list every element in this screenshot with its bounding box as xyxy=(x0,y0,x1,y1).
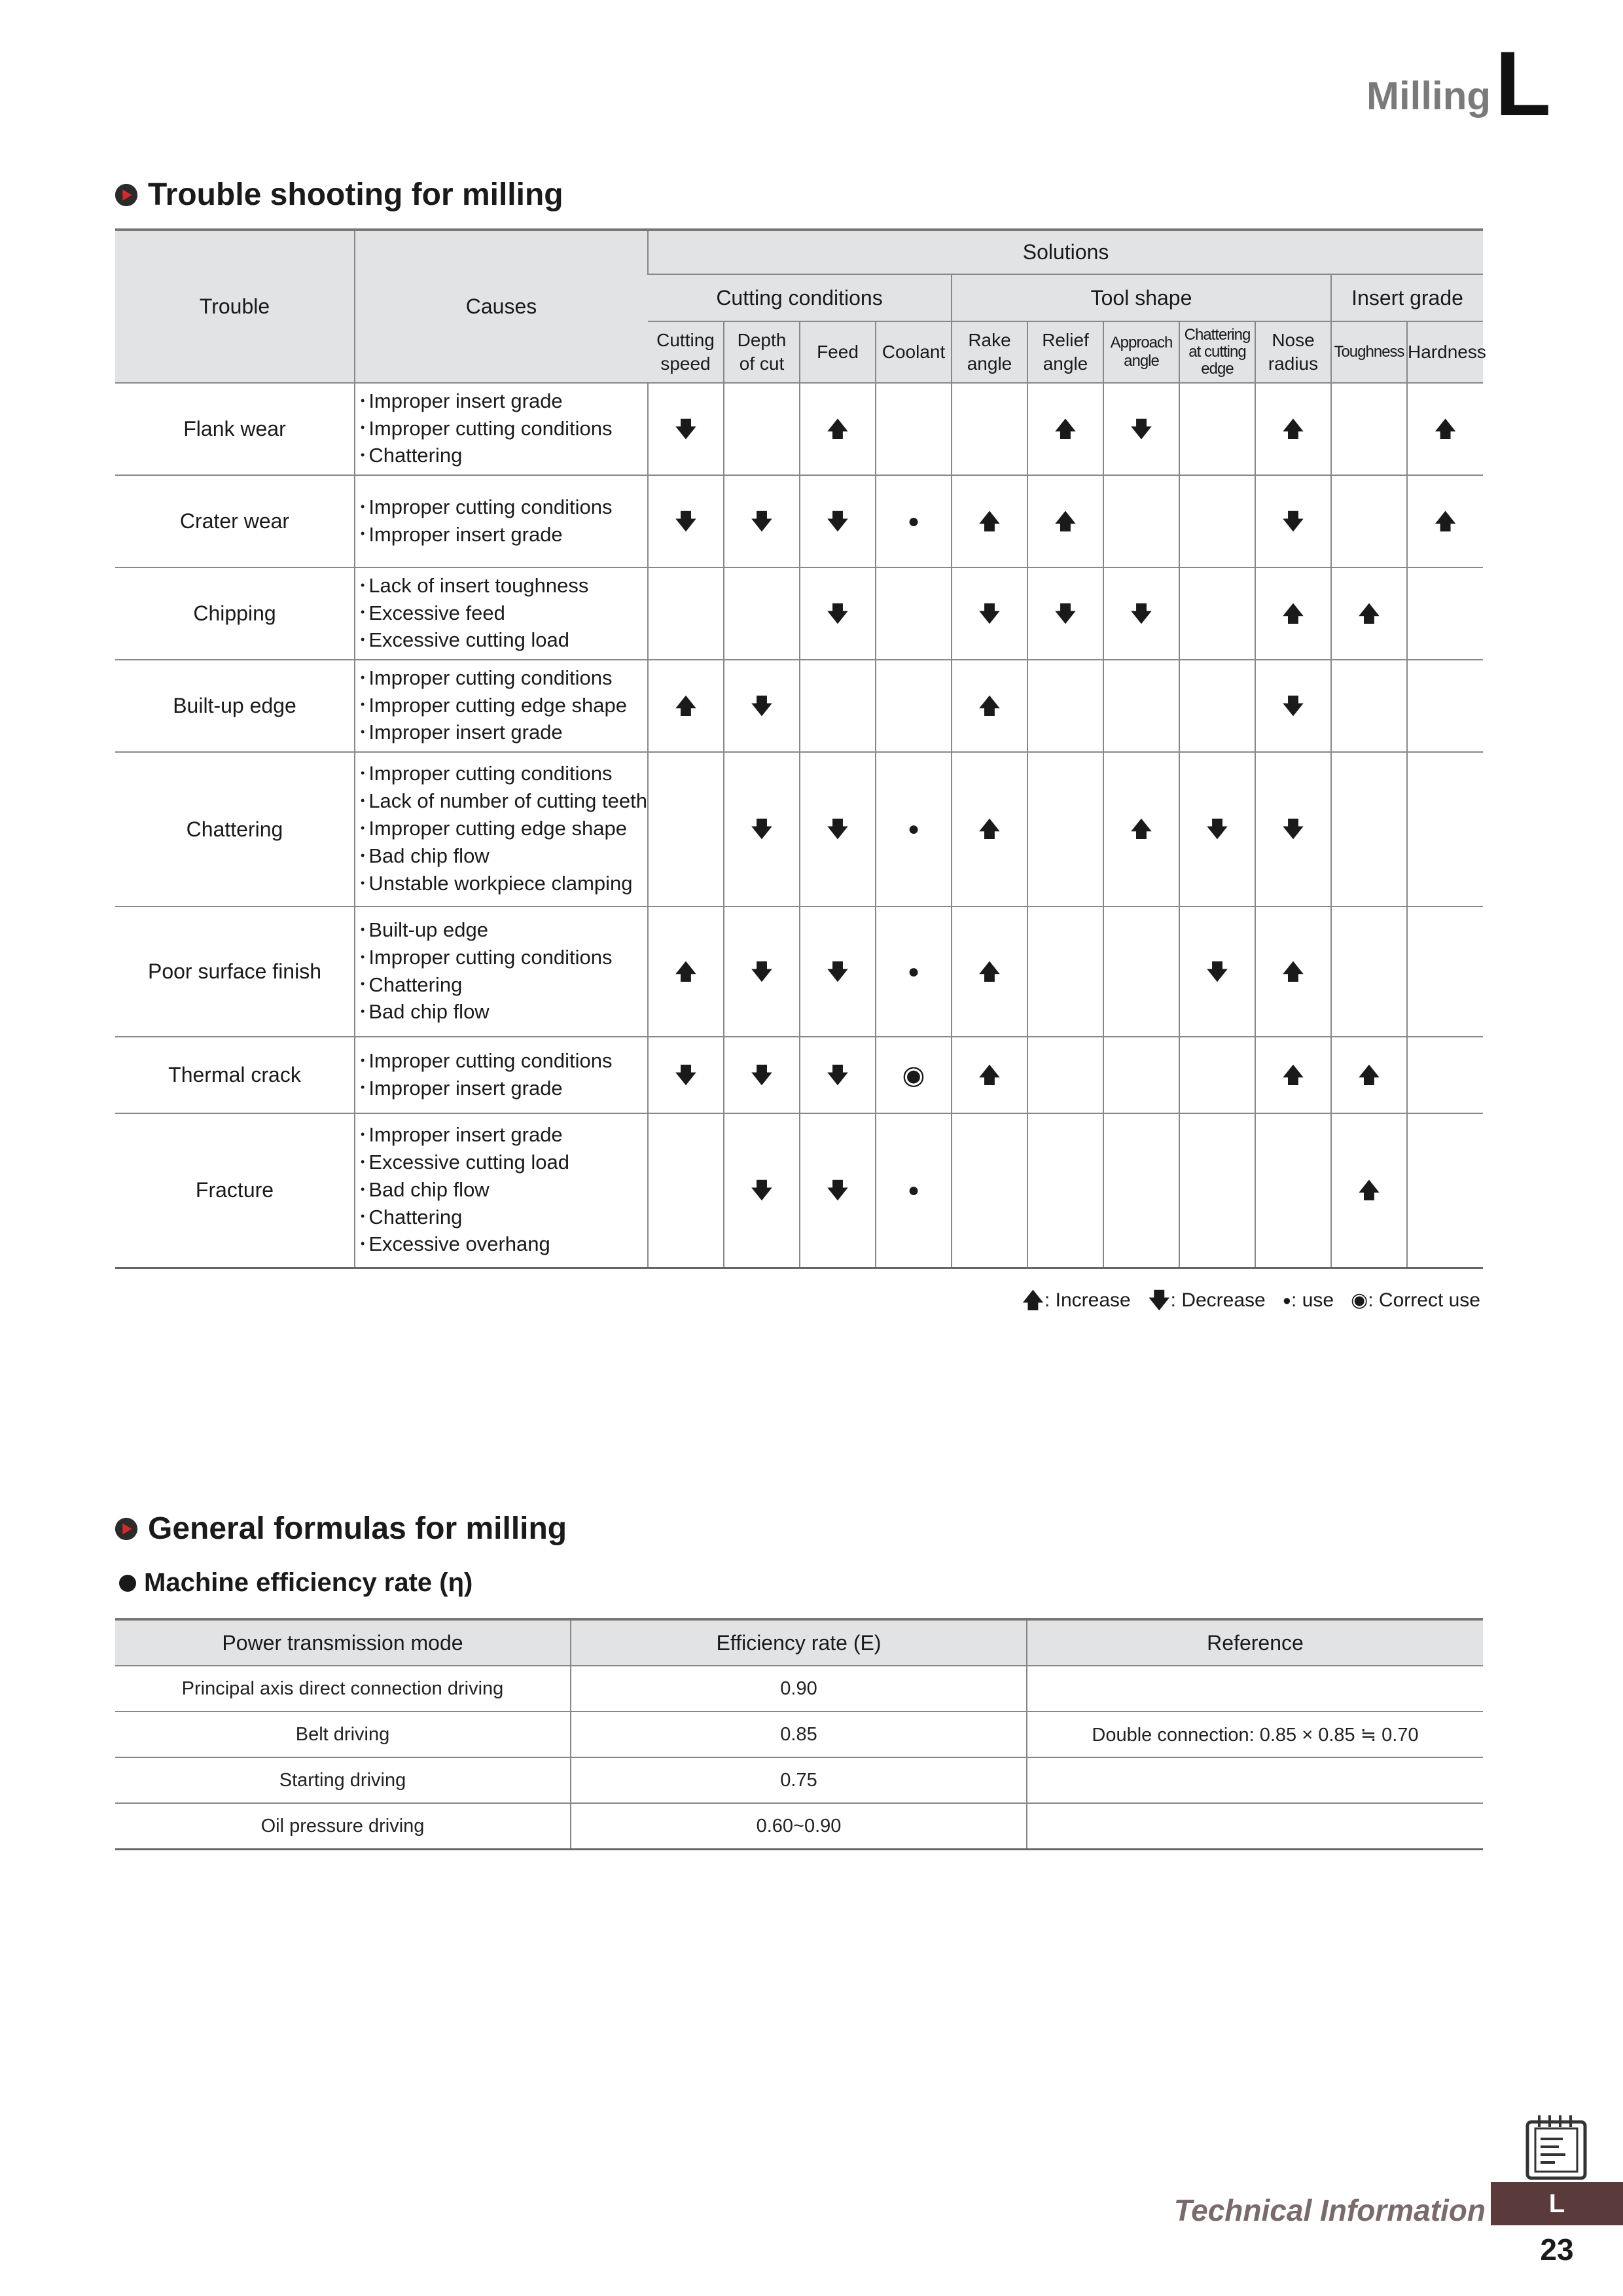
solution-cell xyxy=(1027,1113,1103,1268)
cause-item: • Improper cutting edge shape xyxy=(361,692,647,720)
solution-cell xyxy=(800,1113,876,1268)
section-name: Milling xyxy=(1366,74,1491,118)
table-row xyxy=(115,383,1483,475)
col-header: Efficiency rate (E) xyxy=(571,1619,1027,1666)
column-header: Hardness xyxy=(1407,321,1483,383)
cause-item: • Bad chip flow xyxy=(361,1177,647,1204)
solution-cell xyxy=(1179,475,1255,567)
causes-list xyxy=(355,906,648,1037)
arrow-down-icon: 🡇 xyxy=(1205,959,1229,984)
solution-cell xyxy=(1027,660,1103,752)
cause-item: • Improper insert grade xyxy=(361,1075,647,1103)
causes-header: Causes xyxy=(355,230,648,383)
trouble-name: Built-up edge xyxy=(115,660,355,752)
solution-cell xyxy=(952,906,1027,1037)
table-cell: Oil pressure driving xyxy=(115,1803,571,1850)
solution-cell xyxy=(648,906,724,1037)
solution-cell xyxy=(1407,752,1483,906)
arrow-down-icon: 🡇 xyxy=(826,1177,849,1203)
solution-cell xyxy=(876,567,952,660)
solution-cell xyxy=(724,660,800,752)
trouble-name: Crater wear xyxy=(115,475,355,567)
solution-cell xyxy=(648,383,724,475)
trouble-section-title: Trouble shooting for milling xyxy=(114,177,563,213)
arrow-down-icon: 🡇 xyxy=(1130,601,1153,626)
solution-cell xyxy=(952,752,1027,906)
trouble-name: Flank wear xyxy=(115,383,355,475)
arrow-down-icon: 🡇 xyxy=(1130,416,1153,442)
arrow-down-icon: 🡇 xyxy=(826,817,849,842)
arrow-up-icon: 🡅 xyxy=(826,416,849,442)
arrow-down-icon: 🡇 xyxy=(1281,817,1305,842)
solution-cell xyxy=(800,1037,876,1113)
page-number: 23 xyxy=(1540,2233,1574,2267)
table-cell xyxy=(1027,1803,1483,1850)
solution-cell xyxy=(1255,1113,1331,1268)
table-row xyxy=(115,1712,1483,1757)
solution-cell xyxy=(648,660,724,752)
arrow-down-icon: 🡇 xyxy=(826,1062,849,1088)
solution-cell xyxy=(724,1037,800,1113)
solution-cell xyxy=(1407,567,1483,660)
table-row xyxy=(115,1757,1483,1803)
chapter-tab: L xyxy=(1491,2182,1623,2225)
arrow-down-icon: 🡇 xyxy=(826,509,849,534)
group-header: Cutting conditions xyxy=(648,274,952,321)
causes-list xyxy=(355,1037,648,1113)
arrow-down-icon: 🡇 xyxy=(1281,693,1305,719)
solution-cell xyxy=(648,567,724,660)
legend-decrease: 🡇 : Decrease xyxy=(1147,1288,1266,1313)
solution-cell xyxy=(1179,906,1255,1037)
cause-item: • Improper cutting conditions xyxy=(361,1048,647,1075)
solution-cell xyxy=(800,383,876,475)
legend-increase: 🡅 : Increase xyxy=(1022,1288,1131,1313)
solution-cell xyxy=(1103,475,1179,567)
table-row xyxy=(115,1666,1483,1712)
column-header: Relief angle xyxy=(1027,321,1103,383)
cause-item: • Excessive overhang xyxy=(361,1231,647,1259)
solution-cell xyxy=(1255,660,1331,752)
cause-item: • Chattering xyxy=(361,442,647,470)
col-header: Reference xyxy=(1027,1619,1483,1666)
solution-cell xyxy=(876,475,952,567)
solution-cell xyxy=(1103,1113,1179,1268)
arrow-up-icon: 🡅 xyxy=(674,959,698,984)
footer-label: Technical Information xyxy=(1173,2193,1486,2227)
arrow-up-icon: 🡅 xyxy=(1054,509,1077,534)
solution-cell xyxy=(1103,660,1179,752)
solution-cell xyxy=(800,567,876,660)
column-header: Nose radius xyxy=(1255,321,1331,383)
column-header: Toughness xyxy=(1331,321,1407,383)
arrow-up-icon: 🡅 xyxy=(1281,1062,1305,1088)
table-row xyxy=(115,475,1483,567)
cause-item: • Chattering xyxy=(361,1204,647,1232)
table-row xyxy=(115,660,1483,752)
group-header: Tool shape xyxy=(952,274,1331,321)
causes-list xyxy=(355,660,648,752)
trouble-shooting-table xyxy=(115,228,1486,1269)
cause-item: • Excessive cutting load xyxy=(361,627,647,655)
arrow-up-icon: 🡅 xyxy=(978,509,1001,534)
arrow-up-icon: 🡅 xyxy=(1357,1177,1381,1203)
solution-cell xyxy=(1103,752,1179,906)
solution-cell xyxy=(648,1113,724,1268)
cause-item: • Improper cutting conditions xyxy=(361,494,647,522)
solution-cell xyxy=(648,1037,724,1113)
solution-cell xyxy=(1255,906,1331,1037)
causes-list xyxy=(355,383,648,475)
arrow-down-icon: 🡇 xyxy=(750,693,774,719)
solution-cell xyxy=(876,752,952,906)
arrow-down-icon: 🡇 xyxy=(750,817,774,842)
cause-item: • Improper insert grade xyxy=(361,1122,647,1149)
arrow-down-icon: 🡇 xyxy=(1205,817,1229,842)
table-cell: 0.90 xyxy=(571,1666,1027,1712)
arrow-up-icon: 🡅 xyxy=(1281,601,1305,626)
solution-cell xyxy=(800,660,876,752)
table-cell: Double connection: 0.85 × 0.85 ≒ 0.70 xyxy=(1027,1712,1483,1757)
arrow-up-icon: 🡅 xyxy=(1357,1062,1381,1088)
dot-icon: ● xyxy=(907,1179,920,1201)
solution-cell xyxy=(800,475,876,567)
cause-item: • Improper cutting conditions xyxy=(361,944,647,972)
causes-list xyxy=(355,567,648,660)
section-letter: L xyxy=(1495,32,1551,135)
formula-section-title: General formulas for milling xyxy=(114,1511,567,1547)
solution-cell xyxy=(1179,567,1255,660)
cause-item: • Excessive feed xyxy=(361,600,647,628)
arrow-up-icon: 🡅 xyxy=(1434,416,1457,442)
table-cell: Starting driving xyxy=(115,1757,571,1803)
arrow-down-icon: 🡇 xyxy=(826,959,849,984)
solution-cell xyxy=(1027,567,1103,660)
arrow-down-icon: 🡇 xyxy=(1281,509,1305,534)
solution-cell xyxy=(1103,383,1179,475)
trouble-name: Chipping xyxy=(115,567,355,660)
solution-cell xyxy=(952,567,1027,660)
column-header: Feed xyxy=(800,321,876,383)
arrow-down-icon: 🡇 xyxy=(1147,1288,1171,1313)
table-row xyxy=(115,567,1483,660)
solution-cell xyxy=(1179,1113,1255,1268)
solution-cell xyxy=(800,752,876,906)
target-dot-icon: ◉ xyxy=(902,1060,925,1090)
solutions-header: Solutions xyxy=(648,230,1483,274)
solution-cell xyxy=(724,383,800,475)
arrow-down-icon: 🡇 xyxy=(674,1062,698,1088)
table-cell: Belt driving xyxy=(115,1712,571,1757)
arrow-up-icon: 🡅 xyxy=(1130,817,1153,842)
causes-list xyxy=(355,1113,648,1268)
solution-cell xyxy=(1027,1037,1103,1113)
table-cell xyxy=(1027,1666,1483,1712)
column-header: Approach angle xyxy=(1103,321,1179,383)
solution-cell xyxy=(1255,567,1331,660)
arrow-down-icon: 🡇 xyxy=(750,959,774,984)
solution-cell xyxy=(1179,752,1255,906)
section-bullet-icon xyxy=(114,1516,139,1541)
efficiency-table xyxy=(115,1618,1483,1850)
cause-item: • Excessive cutting load xyxy=(361,1149,647,1177)
arrow-up-icon: 🡅 xyxy=(1434,509,1457,534)
solution-cell xyxy=(1407,906,1483,1037)
cause-item: • Improper insert grade xyxy=(361,719,647,747)
cause-item: • Chattering xyxy=(361,972,647,999)
solution-cell xyxy=(952,383,1027,475)
arrow-down-icon: 🡇 xyxy=(674,509,698,534)
solution-cell xyxy=(952,660,1027,752)
solution-cell xyxy=(1103,906,1179,1037)
arrow-down-icon: 🡇 xyxy=(750,509,774,534)
group-header: Insert grade xyxy=(1331,274,1483,321)
solution-cell xyxy=(1331,567,1407,660)
cause-item: • Improper cutting conditions xyxy=(361,761,647,788)
table-cell: 0.85 xyxy=(571,1712,1027,1757)
arrow-down-icon: 🡇 xyxy=(1054,601,1077,626)
bullet-dot-icon xyxy=(119,1575,136,1592)
solution-cell xyxy=(1255,752,1331,906)
trouble-name: Chattering xyxy=(115,752,355,906)
solution-cell xyxy=(724,906,800,1037)
arrow-down-icon: 🡇 xyxy=(978,601,1001,626)
solution-cell xyxy=(1255,1037,1331,1113)
dot-icon: ● xyxy=(907,818,920,840)
solution-cell xyxy=(876,1113,952,1268)
arrow-up-icon: 🡅 xyxy=(674,693,698,719)
solution-cell xyxy=(1331,906,1407,1037)
solution-cell xyxy=(724,567,800,660)
cause-item: • Built-up edge xyxy=(361,917,647,944)
arrow-up-icon: 🡅 xyxy=(1357,601,1381,626)
table-cell: 0.60~0.90 xyxy=(571,1803,1027,1850)
table-row xyxy=(115,1037,1483,1113)
formula-subtitle: Machine efficiency rate (η) xyxy=(119,1568,473,1598)
arrow-up-icon: 🡅 xyxy=(1022,1288,1044,1313)
solution-cell xyxy=(876,660,952,752)
legend-use: ● : use xyxy=(1282,1289,1334,1311)
cause-item: • Improper cutting conditions xyxy=(361,416,647,443)
col-header: Power transmission mode xyxy=(115,1619,571,1666)
solution-cell xyxy=(1407,1037,1483,1113)
solution-cell xyxy=(1407,660,1483,752)
solution-cell xyxy=(952,1113,1027,1268)
table-cell xyxy=(1027,1757,1483,1803)
table-row xyxy=(115,752,1483,906)
causes-list xyxy=(355,475,648,567)
notebook-icon xyxy=(1524,2113,1589,2181)
column-header: Coolant xyxy=(876,321,952,383)
solution-cell xyxy=(1331,660,1407,752)
solution-cell xyxy=(1331,475,1407,567)
cause-item: • Bad chip flow xyxy=(361,843,647,870)
solution-cell xyxy=(648,475,724,567)
cause-item: • Unstable workpiece clamping xyxy=(361,870,647,898)
solution-cell xyxy=(1331,1037,1407,1113)
column-header: Depth of cut xyxy=(724,321,800,383)
cause-item: • Lack of number of cutting teeth xyxy=(361,788,647,816)
table-row xyxy=(115,1113,1483,1268)
legend-correct: ◉ : Correct use xyxy=(1351,1289,1480,1311)
arrow-down-icon: 🡇 xyxy=(750,1177,774,1203)
solution-cell xyxy=(1407,1113,1483,1268)
column-header: Cutting speed xyxy=(648,321,724,383)
trouble-name: Poor surface finish xyxy=(115,906,355,1037)
column-header: Rake angle xyxy=(952,321,1027,383)
cause-item: • Improper cutting conditions xyxy=(361,665,647,692)
arrow-up-icon: 🡅 xyxy=(1054,416,1077,442)
table-cell: Principal axis direct connection driving xyxy=(115,1666,571,1712)
cause-item: • Bad chip flow xyxy=(361,999,647,1026)
solution-cell xyxy=(1255,383,1331,475)
table-cell: 0.75 xyxy=(571,1757,1027,1803)
arrow-up-icon: 🡅 xyxy=(978,959,1001,984)
arrow-up-icon: 🡅 xyxy=(978,1062,1001,1088)
dot-icon: ● xyxy=(1282,1292,1292,1308)
arrow-down-icon: 🡇 xyxy=(674,416,698,442)
cause-item: • Improper insert grade xyxy=(361,522,647,549)
solution-cell xyxy=(1179,383,1255,475)
solution-cell xyxy=(1407,383,1483,475)
solution-cell xyxy=(1331,1113,1407,1268)
target-dot-icon: ◉ xyxy=(1351,1289,1368,1311)
column-header: Chattering at cutting edge xyxy=(1179,321,1255,383)
cause-item: • Improper cutting edge shape xyxy=(361,816,647,843)
arrow-down-icon: 🡇 xyxy=(750,1062,774,1088)
section-bullet-icon xyxy=(114,183,139,207)
solution-cell xyxy=(1103,1037,1179,1113)
legend xyxy=(1022,1289,1480,1312)
solution-cell xyxy=(1331,383,1407,475)
arrow-up-icon: 🡅 xyxy=(978,817,1001,842)
trouble-header: Trouble xyxy=(115,230,355,383)
solution-cell xyxy=(876,1037,952,1113)
solution-cell xyxy=(1027,383,1103,475)
solution-cell xyxy=(724,475,800,567)
trouble-name: Thermal crack xyxy=(115,1037,355,1113)
arrow-up-icon: 🡅 xyxy=(1281,416,1305,442)
causes-list xyxy=(355,752,648,906)
solution-cell xyxy=(876,383,952,475)
dot-icon: ● xyxy=(907,510,920,532)
solution-cell xyxy=(1407,475,1483,567)
arrow-up-icon: 🡅 xyxy=(1281,959,1305,984)
solution-cell xyxy=(724,752,800,906)
table-row xyxy=(115,1803,1483,1850)
solution-cell xyxy=(1027,752,1103,906)
solution-cell xyxy=(1027,475,1103,567)
solution-cell xyxy=(1103,567,1179,660)
solution-cell xyxy=(1331,752,1407,906)
arrow-down-icon: 🡇 xyxy=(826,601,849,626)
solution-cell xyxy=(800,906,876,1037)
solution-cell xyxy=(876,906,952,1037)
cause-item: • Improper insert grade xyxy=(361,388,647,416)
trouble-name: Fracture xyxy=(115,1113,355,1268)
dot-icon: ● xyxy=(907,960,920,982)
cause-item: • Lack of insert toughness xyxy=(361,573,647,600)
solution-cell xyxy=(952,1037,1027,1113)
solution-cell xyxy=(1179,1037,1255,1113)
solution-cell xyxy=(648,752,724,906)
solution-cell xyxy=(952,475,1027,567)
arrow-up-icon: 🡅 xyxy=(978,693,1001,719)
solution-cell xyxy=(724,1113,800,1268)
solution-cell xyxy=(1255,475,1331,567)
solution-cell xyxy=(1027,906,1103,1037)
solution-cell xyxy=(1179,660,1255,752)
table-row xyxy=(115,906,1483,1037)
